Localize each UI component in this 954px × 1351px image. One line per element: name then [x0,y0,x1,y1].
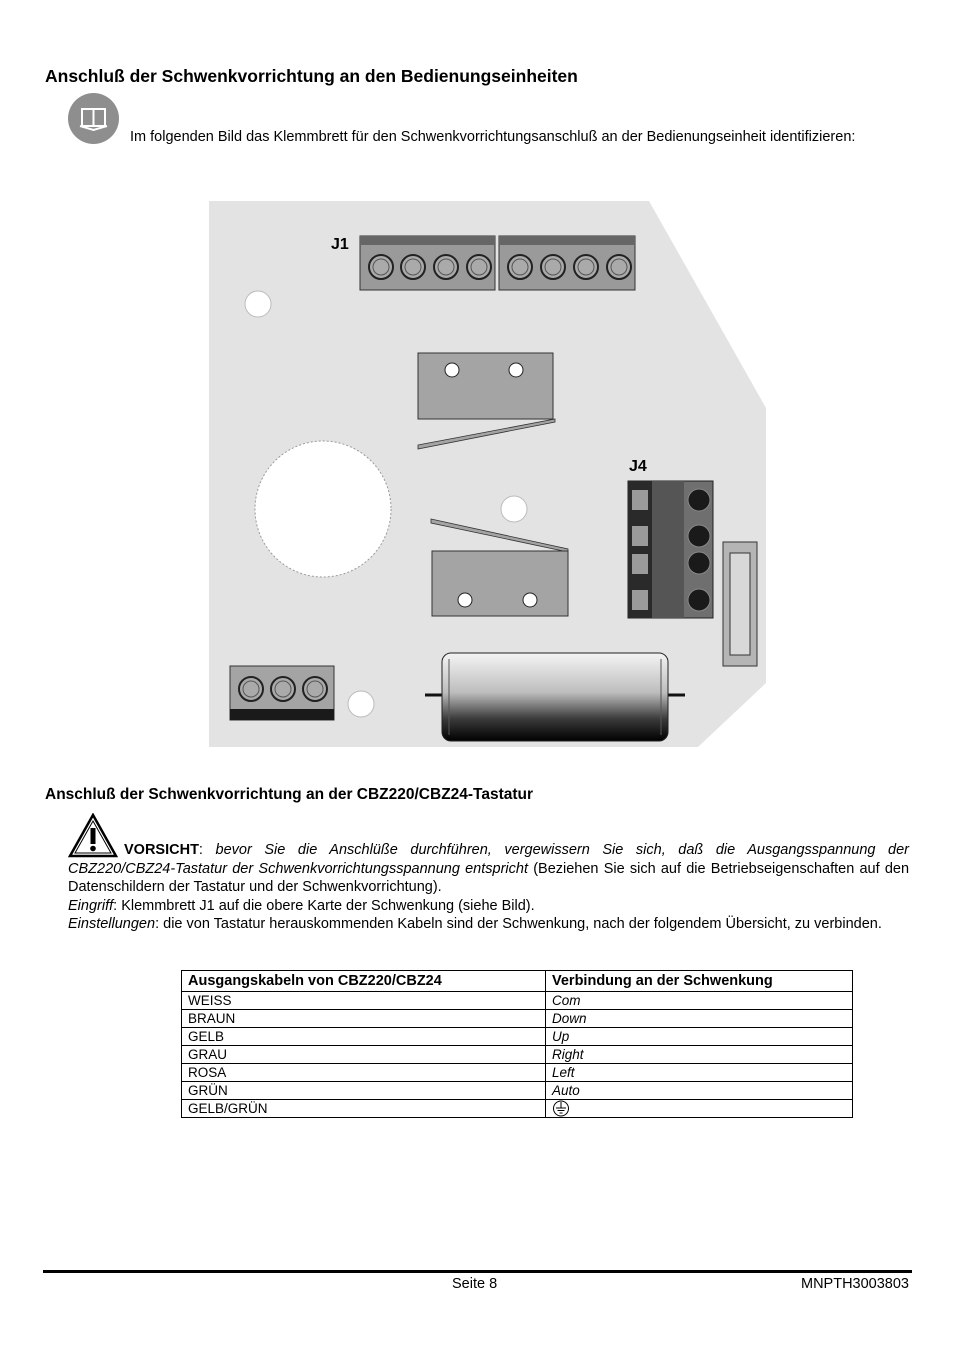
mounting-hole [348,691,374,717]
connection-cell: Left [546,1064,853,1082]
cable-cell: WEISS [182,992,546,1010]
table-row [182,1046,853,1064]
cable-cell: GRÜN [182,1082,546,1100]
caution-separator: : [198,842,203,858]
einstellungen-text: : die von Tastatur herauskommenden Kabeln sind der Schwenkung, nach der folgendem Übersicht, zu verbinden. [155,916,882,932]
section-heading-tastatur: Anschluß der Schwenkvorrichtung an der CBZ220/CBZ24-Tastatur [45,786,534,803]
terminal-board-diagram [209,201,769,749]
label-j4: J4 [629,458,647,475]
caution-paragraph [68,841,909,897]
section-heading-bedienungseinheiten: Anschluß der Schwenkvorrichtung an den Bedienungseinheiten [45,66,578,86]
connection-cell [546,1100,853,1118]
column-header: Ausgangskabeln von CBZ220/CBZ24 [182,971,546,992]
cable-cell: GELB [182,1028,546,1046]
caution-text-italic: bevor Sie die Anschlüße durchführen, vergewissern Sie sich, daß die Ausgangsspannung der CBZ220/CBZ24-Tastatur der Schwenkvorrichtungsspannung entspricht [68,842,909,877]
cable-cell: BRAUN [182,1010,546,1028]
intro-text: Im folgenden Bild das Klemmbrett für den Schwenkvorrichtungsanschluß an der Bedienungseinheit identifizieren: [130,129,856,145]
einstellungen-paragraph [68,915,909,934]
table-row [182,1028,853,1046]
mounting-hole [245,291,271,317]
caution-label: VORSICHT [124,842,199,858]
table-row [182,1082,853,1100]
label-j1: J1 [331,236,349,253]
eingriff-label: Eingriff [68,897,114,914]
terminal-block-j4 [628,481,713,618]
capacitor [425,653,685,741]
side-connector [723,542,757,666]
table-row [182,1064,853,1082]
connection-cell: Down [546,1010,853,1028]
connection-cell: Auto [546,1082,853,1100]
column-header: Verbindung an der Schwenkung [546,971,853,992]
cable-cell: GELB/GRÜN [182,1100,546,1118]
caution-block [68,841,909,934]
eingriff-text: : Klemmbrett J1 auf die obere Karte der Schwenkung (siehe Bild). [113,897,535,914]
footer-rule [43,1270,912,1273]
caution-text: (Beziehen Sie sich auf die Betriebseigenschaften auf den Datenschildern der Tastatur und der Schwenkvorrichtung). [68,860,910,895]
terminal-block-j1-left [360,236,495,290]
terminal-block-j1-right [499,236,635,290]
large-cutout [255,441,391,577]
ground-symbol-icon [552,1100,570,1117]
page-number: Seite 8 [452,1276,498,1292]
intro-paragraph [68,128,909,147]
table-row [182,1100,853,1118]
cable-connection-table [181,970,853,1118]
connection-cell: Up [546,1028,853,1046]
mounting-hole [501,496,527,522]
cable-cell: GRAU [182,1046,546,1064]
connection-cell: Com [546,992,853,1010]
einstellungen-label: Einstellungen [68,916,156,932]
cable-cell: ROSA [182,1064,546,1082]
document-code: MNPTH3003803 [801,1276,909,1292]
table-row [182,992,853,1010]
terminal-block-bottom [230,666,334,720]
eingriff-paragraph [68,897,909,916]
connection-cell: Right [546,1046,853,1064]
table-row [182,1010,853,1028]
table-header-row [182,971,853,992]
